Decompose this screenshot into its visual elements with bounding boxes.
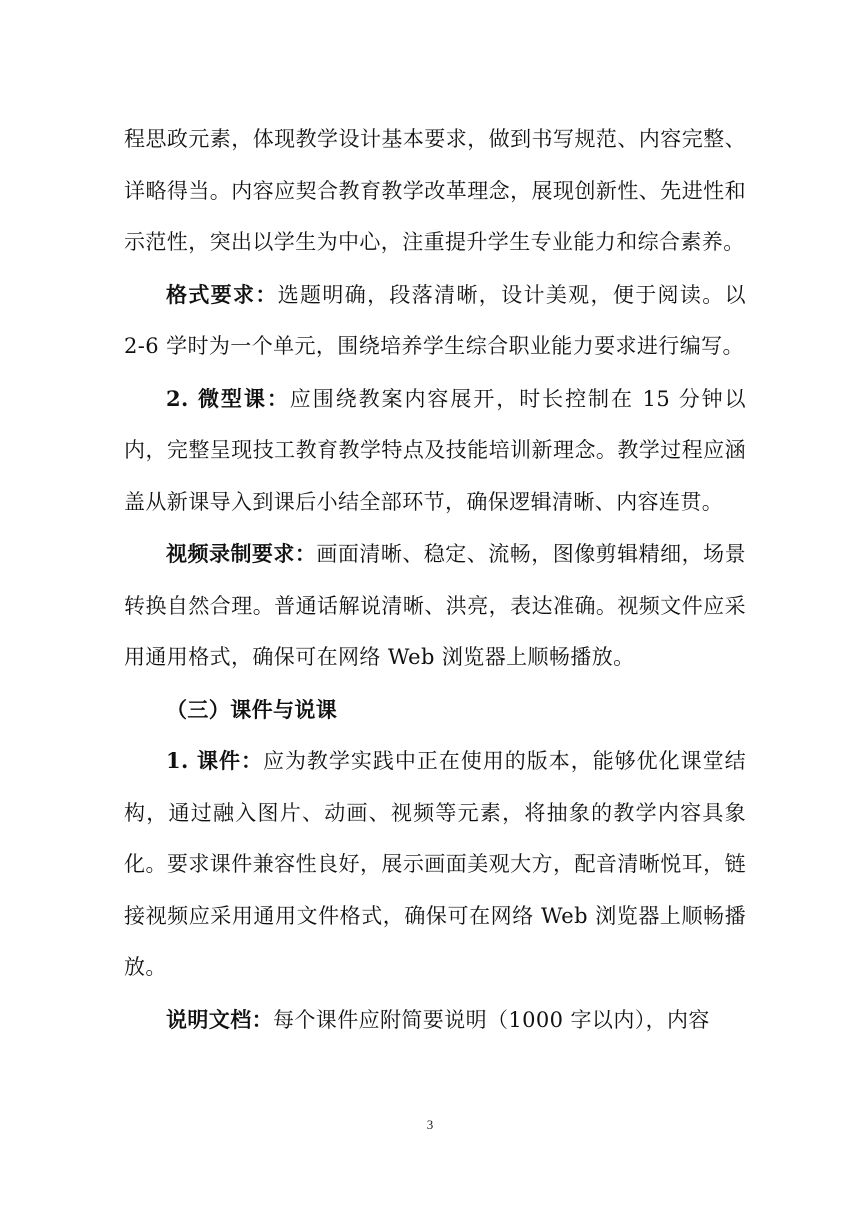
paragraph-text: 应围绕教案内容展开，时长控制在 15 分钟以内，完整呈现技工教育教学特点及技能培训新理念。教学过程应涵盖从新课导入到课后小结全部环节，确保逻辑清晰、内容连贯。	[124, 386, 746, 514]
paragraph-label: 1. 课件：	[166, 748, 263, 773]
page-number: 3	[426, 1117, 434, 1132]
document-body	[124, 114, 746, 1046]
paragraph-label: 视频录制要求：	[166, 541, 317, 566]
paragraph-course-ideology	[124, 114, 746, 269]
paragraph-courseware	[124, 735, 746, 994]
paragraph-text: 程思政元素，体现教学设计基本要求，做到书写规范、内容完整、详略得当。内容应契合教育教学改革理念，展现创新性、先进性和示范性，突出以学生为中心，注重提升学生专业能力和综合素养。	[124, 127, 746, 254]
paragraph-micro-lesson	[124, 373, 746, 529]
paragraph-text: 画面清晰、稳定、流畅，图像剪辑精细，场景转换自然合理。普通话解说清晰、洪亮，表达准确。视频文件应采用通用格式，确保可在网络 Web 浏览器上顺畅播放。	[124, 542, 746, 669]
paragraph-text: 应为教学实践中正在使用的版本，能够优化课堂结构，通过融入图片、动画、视频等元素，将抽象的教学内容具象化。要求课件兼容性良好，展示画面美观大方，配音清晰悦耳，链接视频应采用通用文件格式，确保可在网络 Web 浏览器上顺畅播放。	[124, 749, 746, 979]
paragraph-label: 说明文档：	[166, 1006, 273, 1032]
paragraph-format-requirements	[124, 269, 746, 373]
paragraph-label: 2. 微型课：	[166, 385, 290, 411]
paragraph-video-requirements	[124, 528, 746, 684]
paragraph-label: 格式要求：	[166, 281, 278, 307]
section-heading: （三）课件与说课	[166, 696, 338, 722]
paragraph-text: 每个课件应附简要说明（1000 字以内），内容	[273, 1007, 710, 1032]
paragraph-text: 选题明确，段落清晰，设计美观，便于阅读。以 2-6 学时为一个单元，围绕培养学生综合职业能力要求进行编写。	[124, 282, 746, 358]
paragraph-description-document	[124, 994, 746, 1047]
